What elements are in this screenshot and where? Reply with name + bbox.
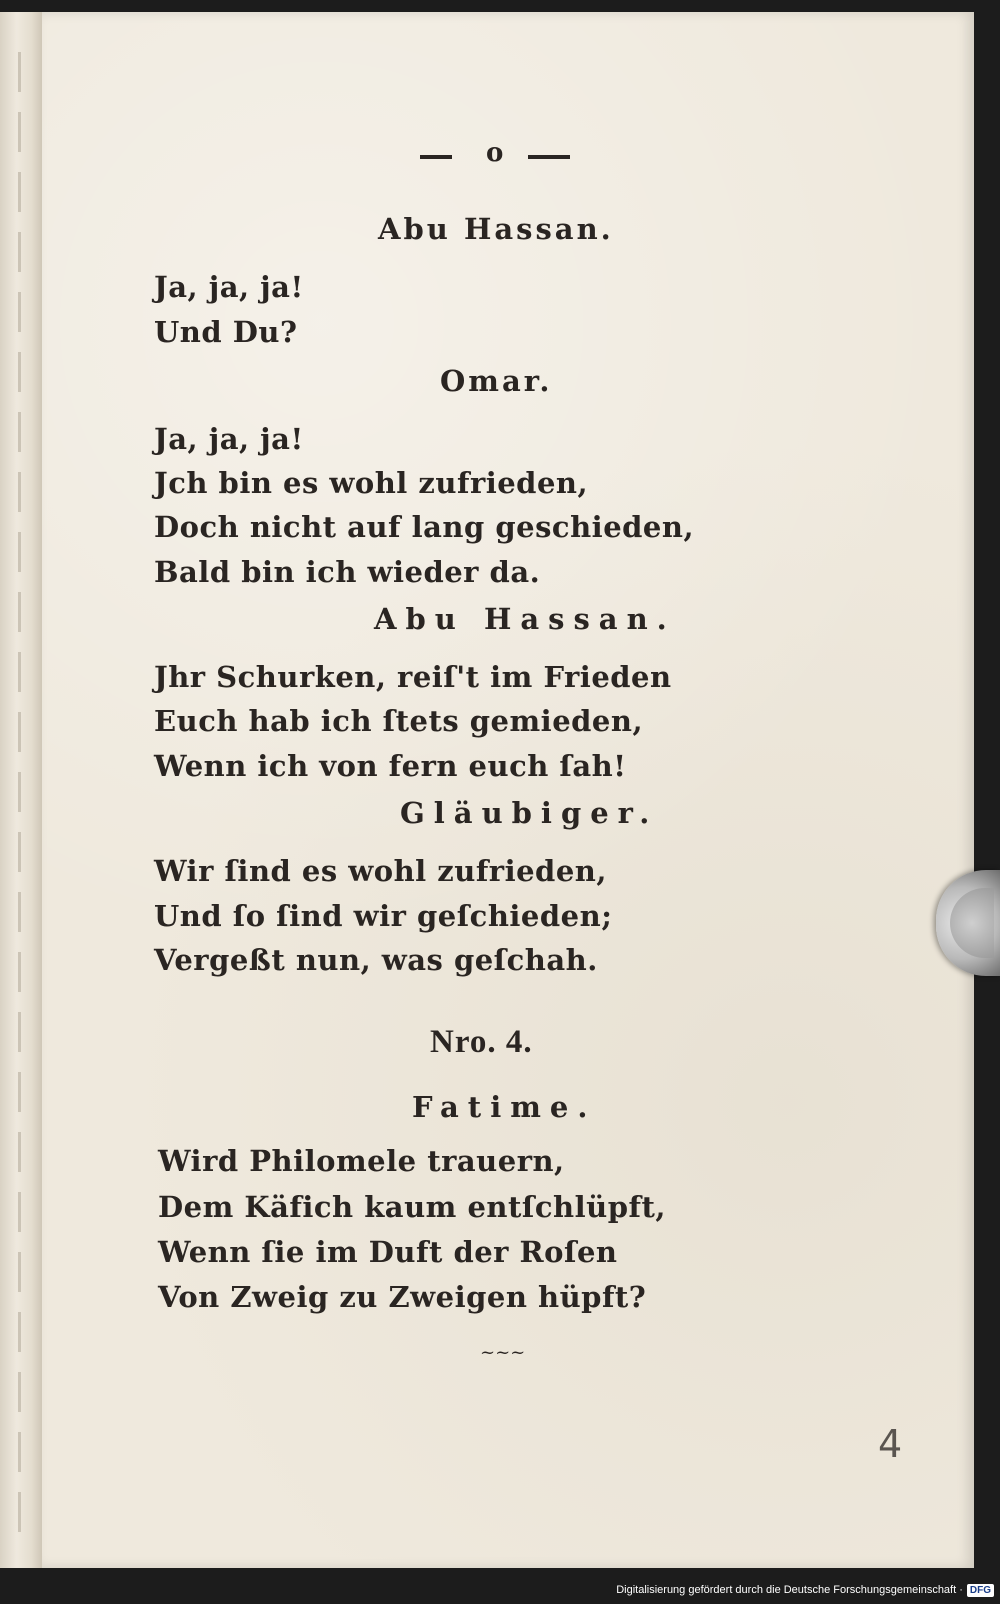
verse-line: Vergeßt nun, was geſchah. [154,943,598,977]
verse-line: Doch nicht auf lang geschieden, [154,510,695,544]
book-spine [0,12,43,1568]
speaker-abu-hassan-2: Abu Hassan. [374,602,676,636]
dfg-logo: DFG [967,1584,994,1597]
folio-number: 4 [878,1422,903,1466]
book-page [42,12,974,1568]
verse-line: Von Zweig zu Zweigen hüpft? [158,1280,647,1314]
speaker-glaeubiger: Gläubiger. [400,796,659,830]
verse-line: Wenn ſie im Duft der Roſen [158,1235,618,1269]
page-clip-inner [950,888,994,958]
speaker-fatime: Fatime. [412,1090,597,1124]
header-dash-right [528,155,570,159]
verse-line: Wir ſind es wohl zufrieden, [154,854,607,888]
verse-line: Wenn ich von fern euch ſah! [154,749,627,783]
verse-line: Und Du? [154,315,298,349]
verse-line: Jhr Schurken, reiſ't im Frieden [154,660,672,694]
verse-line: Wird Philomele trauern, [158,1144,565,1178]
verse-line: Ja, ja, ja! [154,422,304,456]
speaker-abu-hassan-1: Abu Hassan. [378,212,614,246]
header-dash-left [420,155,452,159]
verse-line: Und ſo ſind wir geſchieden; [154,899,613,933]
verse-line: Euch hab ich ſtets gemieden, [154,704,644,738]
verse-line: Dem Käfich kaum entſchlüpft, [158,1190,666,1224]
end-ornament: ~~~ [480,1342,526,1363]
page-header: o [486,138,504,168]
digitization-credit [616,1580,994,1600]
speaker-omar: Omar. [440,364,553,398]
verse-line: Ja, ja, ja! [154,270,304,304]
verse-line: Bald bin ich wieder da. [154,555,541,589]
verse-line: Jch bin es wohl zufrieden, [154,466,589,500]
credit-text: Digitalisierung gefördert durch die Deutsche Forschungsgemeinschaft · [616,1584,963,1596]
number-heading: Nro. 4. [430,1024,533,1060]
binding-stitches [18,52,21,1532]
